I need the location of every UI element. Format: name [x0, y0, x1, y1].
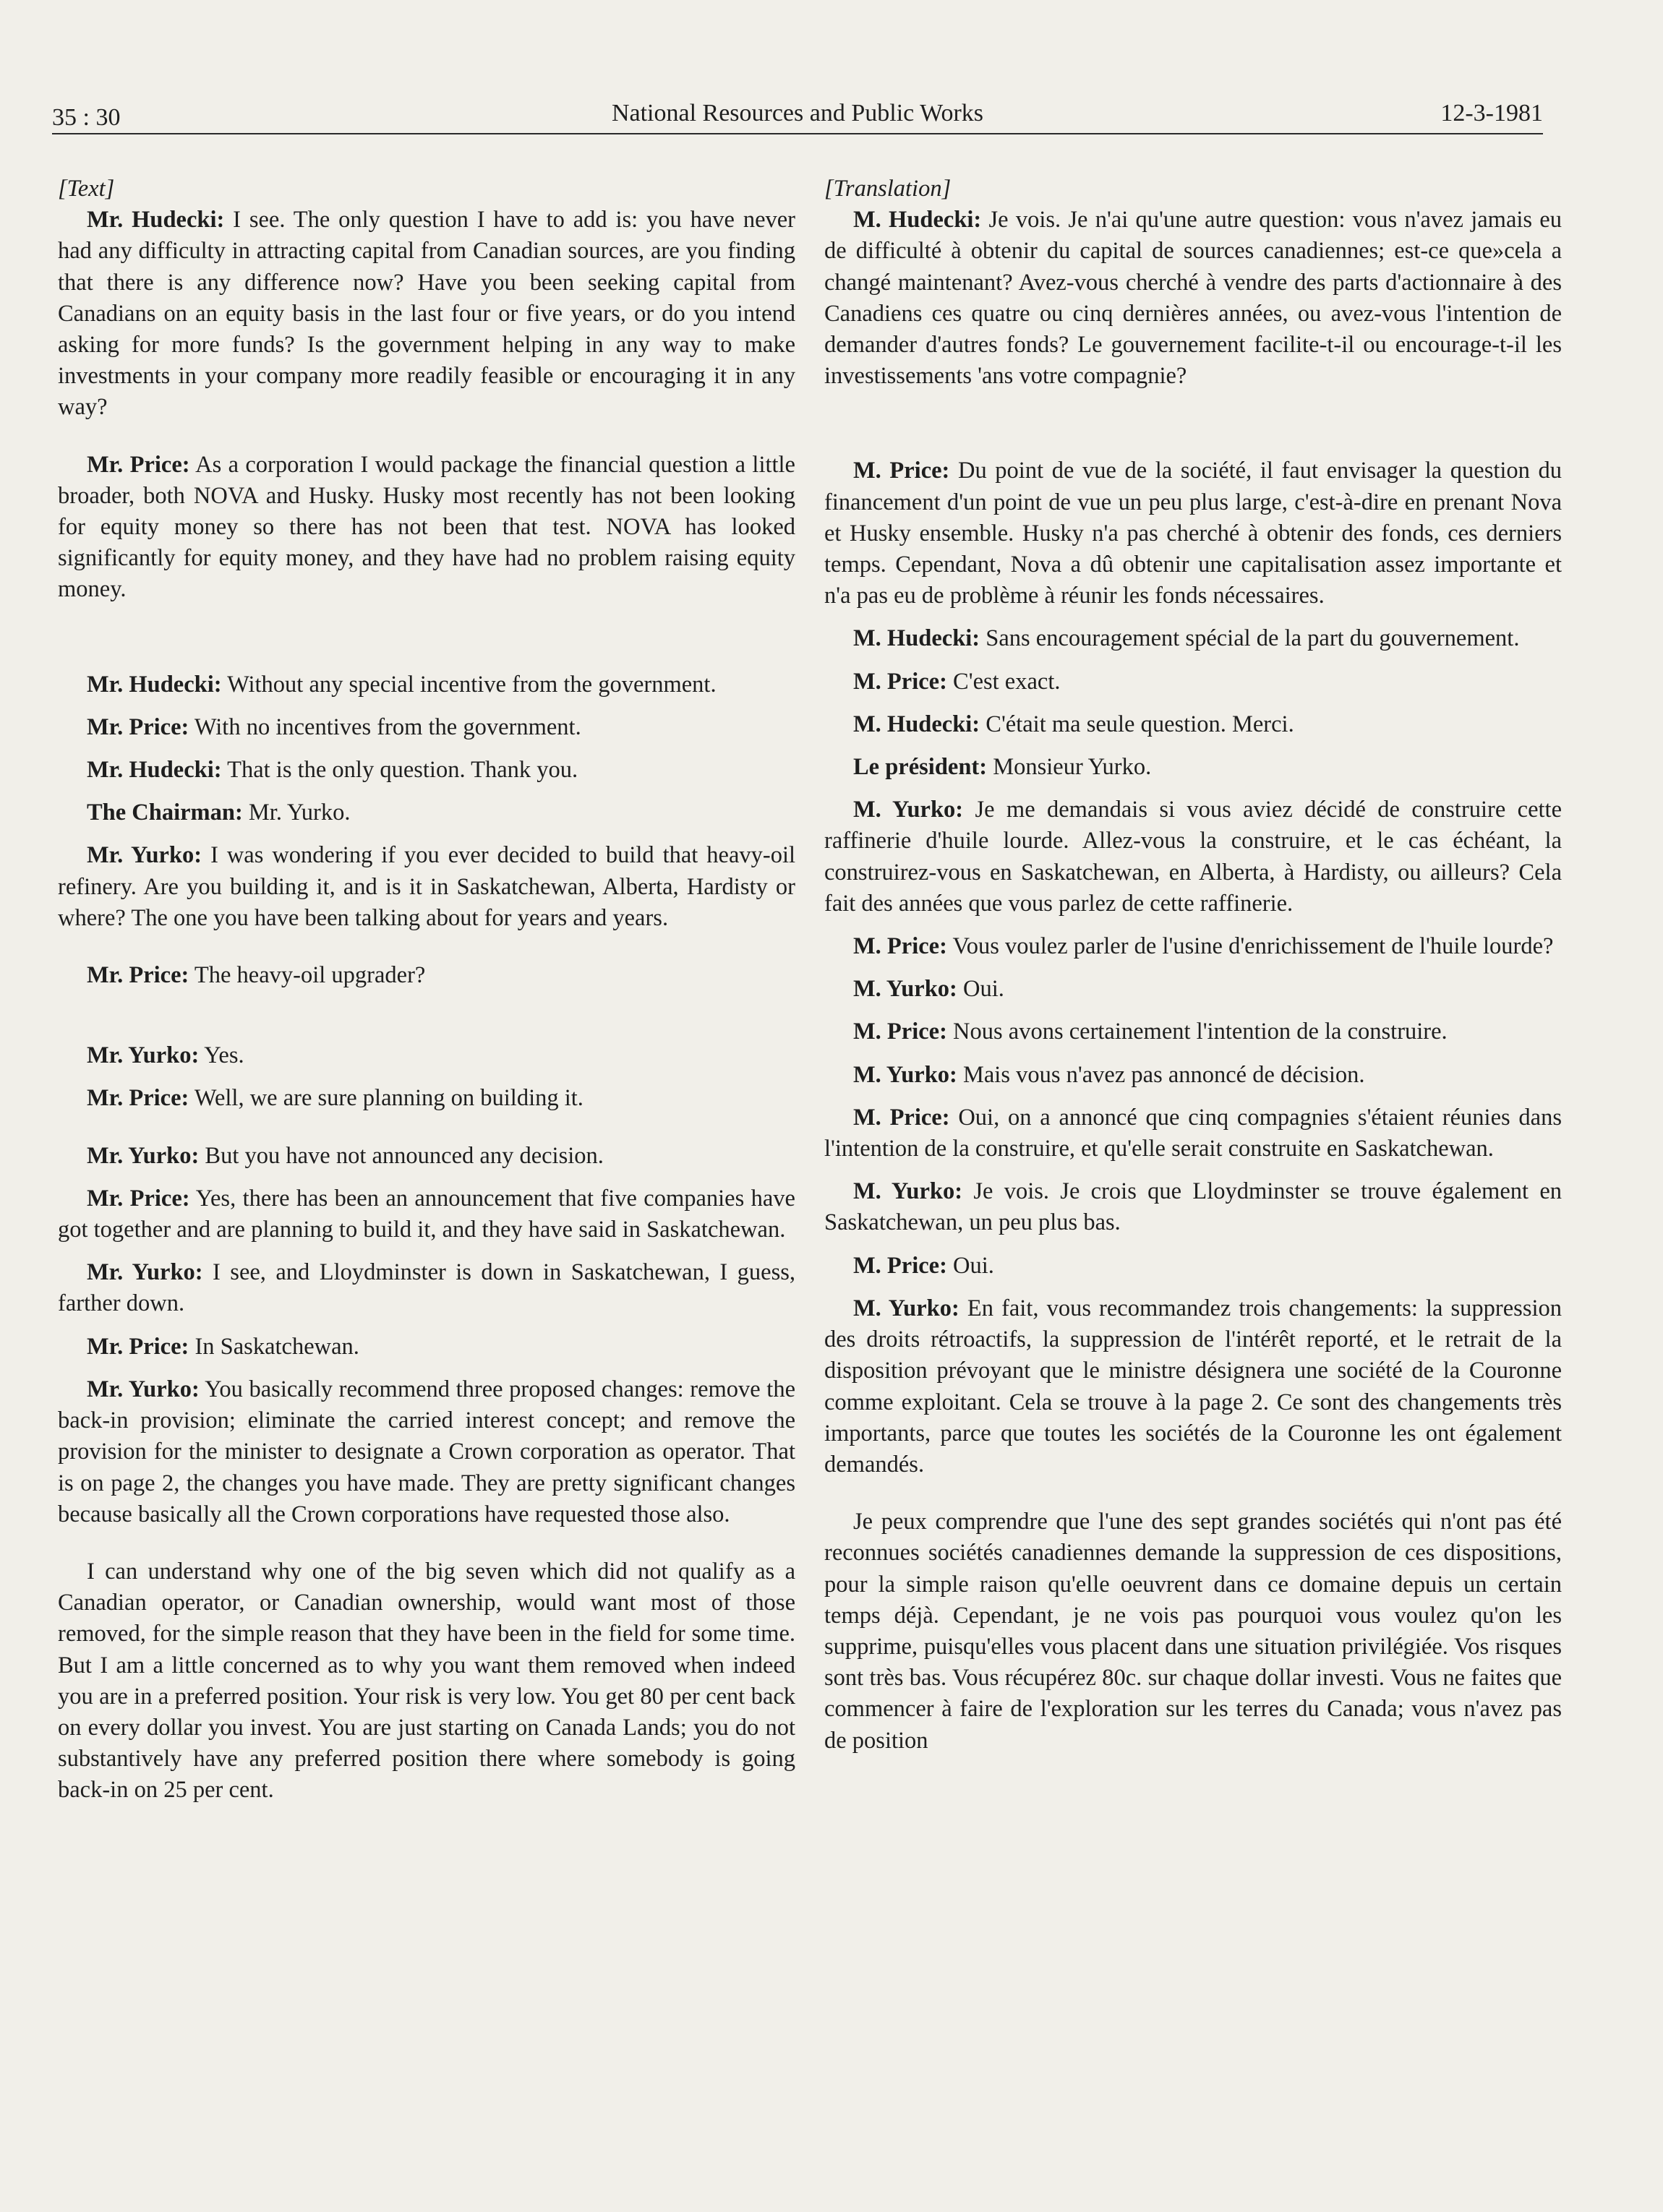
- french-column: [824, 173, 1562, 1757]
- speech: Mr. Yurko.: [242, 800, 351, 826]
- paragraph: [58, 1332, 795, 1363]
- paragraph: [824, 205, 1562, 392]
- speaker: Mr. Hudecki:: [87, 207, 225, 233]
- speaker: M. Price:: [853, 1104, 950, 1131]
- speaker: Mr. Hudecki:: [87, 671, 222, 698]
- paragraph: [824, 1293, 1562, 1480]
- speech: Je me demandais si vous aviez décidé de construire cette raffinerie d'huile lourde. Allez-vous la construire, et le cas échéant, la construirez-vous en Saskatchewan, en Alberta, à Hardisty, ou ailleurs? Cela fait des années que vous parlez de cette raffinerie.: [824, 797, 1562, 917]
- paragraph: [58, 712, 795, 743]
- paragraph: [824, 1060, 1562, 1091]
- speech: I see. The only question I have to add is: you have never had any difficulty in attracting capital from Canadian sources, are you finding that there is any difference now? Have you been seeking capital from Canadians on an equity basis in the last four or five years, or do you intend asking for more funds? Is the government helping in any way to make investments in your company more readily feasible or encouraging it in any way?: [58, 207, 796, 421]
- speech: I was wondering if you ever decided to build that heavy-oil refinery. Are you building it, and is it in Saskatchewan, Alberta, Hardisty or where? The one you have been talking about for years and years.: [58, 842, 796, 931]
- paragraph: [824, 1506, 1562, 1757]
- speaker: Mr. Price:: [87, 451, 190, 478]
- paragraph: [58, 797, 795, 828]
- paragraph: [824, 794, 1562, 919]
- column-label: [Translation]: [824, 176, 952, 202]
- paragraph: [824, 974, 1562, 1005]
- paragraph: [58, 669, 795, 700]
- page-title: National Resources and Public Works: [611, 100, 984, 127]
- speaker: Mr. Yurko:: [87, 842, 202, 869]
- speaker: M. Hudecki:: [853, 207, 982, 233]
- paragraph: [824, 1102, 1562, 1165]
- speech: Yes.: [199, 1042, 244, 1069]
- paragraph: [58, 1040, 795, 1071]
- speech: Je peux comprendre que l'une des sept grandes sociétés qui n'ont pas été reconnues sociétés canadiennes demande la suppression de ces dispositions, pour la simple raison qu'elle oeuvrent dans ce domaine depuis un certain temps déjà. Cependant, je ne vois pas pourquoi vous voulez qu'on les supprime, puisqu'elles vous placent dans une situation privilégiée. Vos risques sont très bas. Vous récupérez 80c. sur chaque dollar investi. Vous ne faites que commencer à faire de l'exploration sur les terres du Canada; vous n'avez pas de position: [824, 1509, 1562, 1754]
- speaker: Mr. Yurko:: [87, 1142, 200, 1169]
- speech: But you have not announced any decision.: [199, 1142, 604, 1169]
- speaker: Mr. Price:: [87, 713, 189, 740]
- speech: Monsieur Yurko.: [987, 754, 1152, 781]
- speech: As a corporation I would package the financial question a little broader, both NOVA and Husky. Husky most recently has not been looking for equity money so there has not been that test. NOVA has looked significantly for equity money, and they have had no problem raising equity money.: [58, 451, 795, 603]
- speaker: M. Price:: [853, 1252, 947, 1279]
- paragraph: [58, 1257, 795, 1319]
- speaker: Le président:: [853, 754, 988, 781]
- speaker: Mr. Price:: [87, 962, 189, 989]
- speech: That is the only question. Thank you.: [221, 757, 578, 784]
- speaker: M. Hudecki:: [853, 711, 980, 737]
- page-date: 12-3-1981: [1440, 100, 1543, 127]
- speaker: M. Hudecki:: [853, 625, 980, 652]
- paragraph: [58, 450, 795, 606]
- paragraph: [58, 840, 795, 934]
- speaker: M. Yurko:: [853, 976, 957, 1003]
- speaker: Mr. Yurko:: [87, 1376, 200, 1402]
- paragraph: [824, 1251, 1562, 1282]
- speaker: M. Yurko:: [853, 797, 964, 823]
- speaker: Mr. Price:: [87, 1185, 190, 1212]
- speaker: Mr. Yurko:: [87, 1259, 203, 1286]
- speaker: Mr. Price:: [87, 1085, 189, 1112]
- paragraph: [58, 1556, 795, 1806]
- speech: C'est exact.: [946, 668, 1061, 695]
- paragraph: [58, 755, 795, 786]
- paragraph: [824, 752, 1562, 783]
- speech: I can understand why one of the big seven which did not qualify as a Canadian operator, or Canadian ownership, would want most of those removed, for the simple reason that they have been in the field for some time. But I am a little concerned as to why you want them removed when indeed you are in a preferred position. Your risk is very low. You get 80 per cent back on every dollar you invest. You are just starting on Canada Lands; you do not substantively have any preferred position there where somebody is going back-in on 25 per cent.: [58, 1558, 795, 1804]
- paragraph: [58, 1374, 795, 1530]
- english-column: [58, 173, 795, 1806]
- paragraph: [824, 666, 1562, 698]
- paragraph: [58, 205, 795, 423]
- speech: Oui, on a annoncé que cinq compagnies s'étaient réunies dans l'intention de la construire, et qu'elle serait construite en Saskatchewan.: [824, 1104, 1562, 1162]
- speech: Nous avons certainement l'intention de la construire.: [946, 1019, 1448, 1045]
- speech: Well, we are sure planning on building it.: [189, 1085, 583, 1112]
- paragraph: [824, 931, 1562, 962]
- paragraph: [58, 1183, 795, 1246]
- speech: En fait, vous recommandez trois changements: la suppression des droits rétroactifs, la suppression de l'intérêt reporté, et le retrait de la disposition prévoyant que le ministre désignera une société de la Couronne comme exploitant. Cela se trouve à la page 2. Ce sont des changements très importants, parce que toutes les sociétés de la Couronne les ont également demandés.: [824, 1295, 1562, 1478]
- paragraph: [58, 1141, 795, 1172]
- speech: Vous voulez parler de l'usine d'enrichissement de l'huile lourde?: [946, 933, 1554, 960]
- speech: I see, and Lloydminster is down in Saskatchewan, I guess, farther down.: [58, 1259, 795, 1317]
- speaker: The Chairman:: [87, 800, 243, 826]
- speech: Je vois. Je n'ai qu'une autre question: vous n'avez jamais eu de difficulté à obtenir du capital de sources canadiennes; est-ce que»cela a changé maintenant? Avez-vous cherché à vendre des parts d'actionnaire à des Canadiens ces quatre ou cinq dernières années, ou avez-vous l'intention de demander d'autres fonds? Le gouvernement facilite-t-il ou encourage-t-il les investissements 'ans votre compagnie?: [824, 207, 1562, 390]
- speaker: M. Yurko:: [853, 1061, 957, 1088]
- speech: C'était ma seule question. Merci.: [980, 711, 1294, 737]
- speech: Without any special incentive from the government.: [221, 671, 717, 698]
- speaker: M. Yurko:: [853, 1295, 959, 1321]
- speaker: M. Price:: [853, 458, 950, 484]
- speech: In Saskatchewan.: [189, 1333, 359, 1360]
- paragraph: [58, 1083, 795, 1114]
- paragraph: [824, 455, 1562, 612]
- speech: Sans encouragement spécial de la part du gouvernement.: [980, 625, 1520, 652]
- speech: You basically recommend three proposed changes: remove the back-in provision; eliminate the carried interest concept; and remove the provision for the minister to designate a Crown corporation as operator. That is on page 2, the changes you have made. They are pretty significant changes because basically all the Crown corporations have requested those also.: [58, 1376, 796, 1527]
- paragraph: [824, 709, 1562, 740]
- speech: With no incentives from the government.: [189, 713, 581, 740]
- speaker: Mr. Yurko:: [87, 1042, 200, 1069]
- page-number: 35 : 30: [52, 104, 121, 131]
- paragraph: [824, 623, 1562, 654]
- speaker: M. Yurko:: [853, 1178, 963, 1205]
- paragraph: [824, 1016, 1562, 1047]
- speech: Du point de vue de la société, il faut envisager la question du financement d'un point de vue un peu plus large, c'est-à-dire en prenant Nova et Husky ensemble. Husky n'a pas cherché à obtenir des fonds, ces derniers temps. Cependant, Nova a dû obtenir une capitalisation assez importante et n'a pas eu de problème à réunir les fonds nécessaires.: [824, 458, 1562, 609]
- page-header: [52, 100, 1543, 134]
- speaker: Mr. Hudecki:: [87, 757, 222, 784]
- speaker: M. Price:: [853, 668, 947, 695]
- speech: Oui.: [957, 976, 1004, 1003]
- paragraph: [58, 960, 795, 991]
- speaker: Mr. Price:: [87, 1333, 189, 1360]
- paragraph: [824, 1176, 1562, 1238]
- speech: The heavy-oil upgrader?: [189, 962, 426, 989]
- speech: Oui.: [946, 1252, 994, 1279]
- speech: Yes, there has been an announcement that five companies have got together and are planning to build it, and they have said in Saskatchewan.: [58, 1185, 795, 1243]
- speaker: M. Price:: [853, 933, 947, 960]
- speech: Mais vous n'avez pas annoncé de décision.: [957, 1061, 1365, 1088]
- speaker: M. Price:: [853, 1019, 947, 1045]
- column-label: [Text]: [58, 176, 115, 202]
- speech: Je vois. Je crois que Lloydminster se trouve également en Saskatchewan, un peu plus bas.: [824, 1178, 1562, 1236]
